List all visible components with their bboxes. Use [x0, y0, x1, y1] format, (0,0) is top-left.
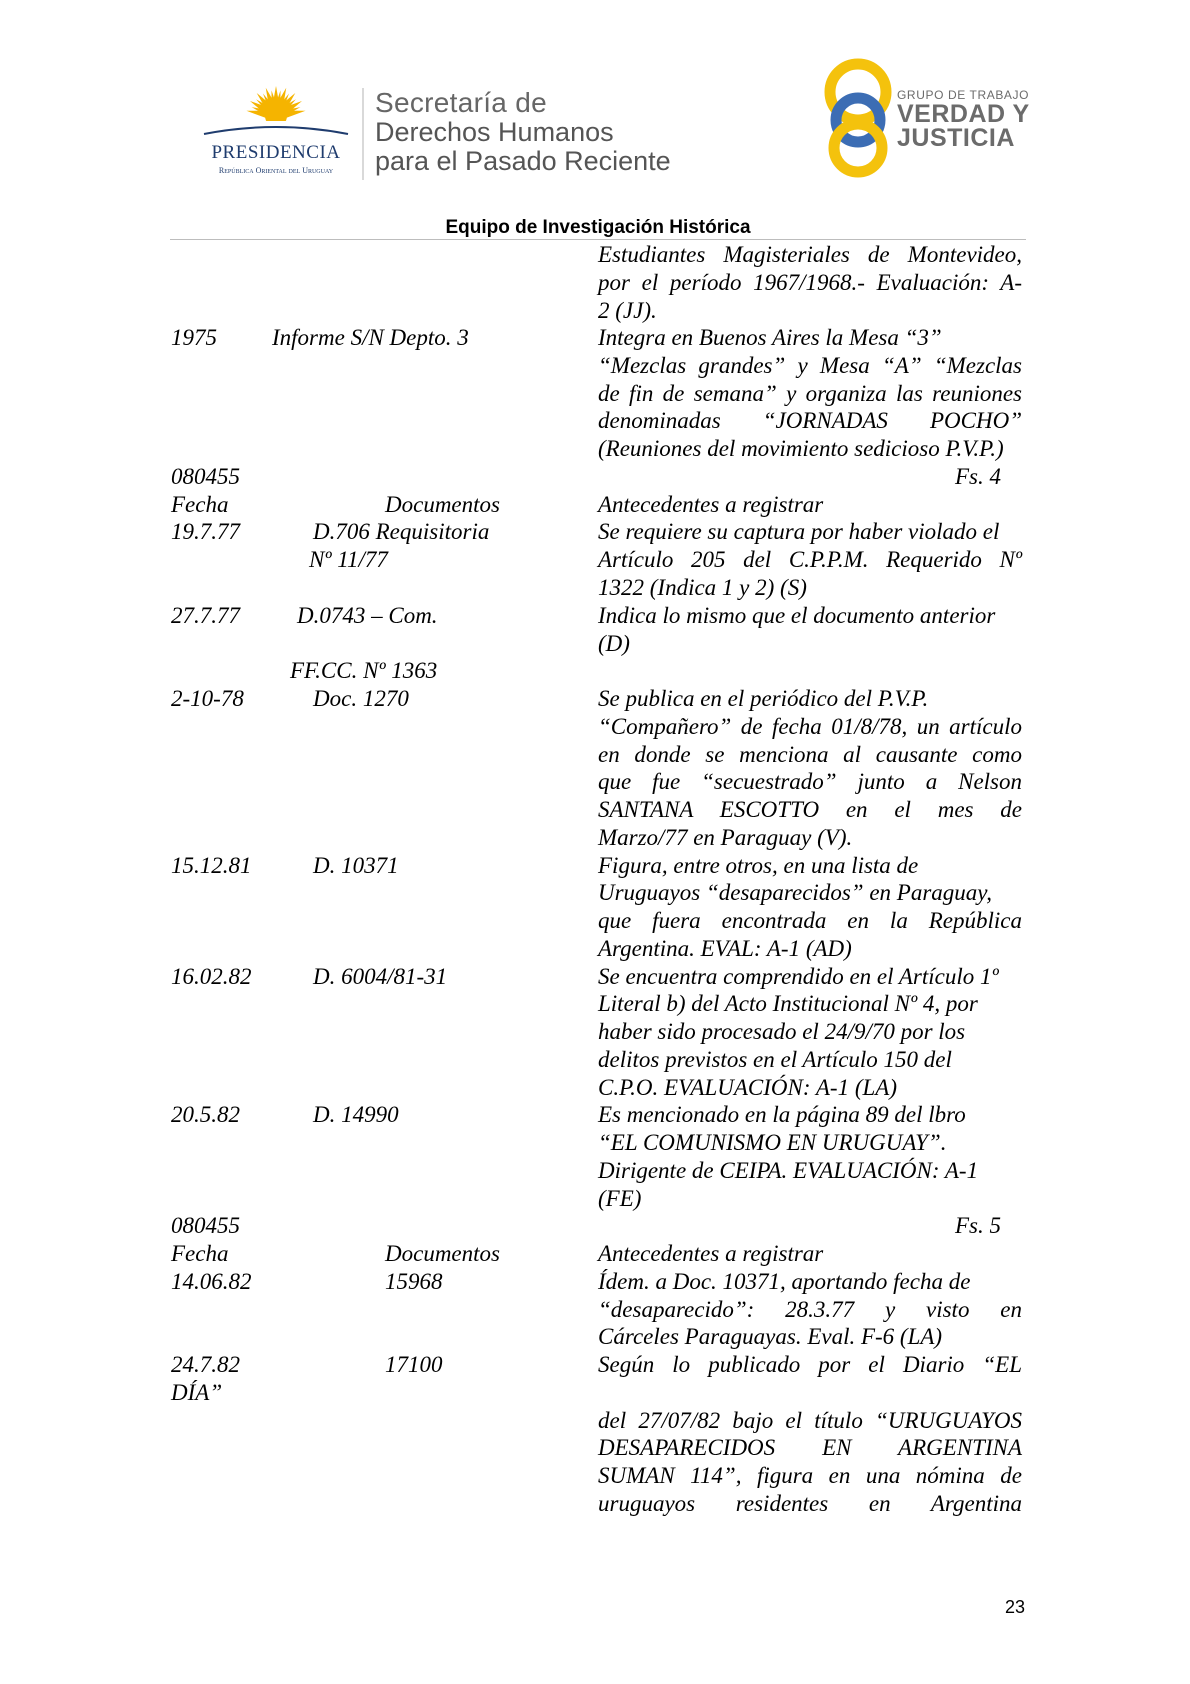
column-header-fecha: Fecha [171, 492, 229, 517]
presidencia-wordmark: PRESIDENCIA [211, 142, 341, 163]
text-line: Según lo publicado por el Diario “EL [598, 1352, 1022, 1377]
grupo-line-1: GRUPO DE TRABAJO [897, 88, 1030, 102]
entry-document: Doc. 1270 [313, 686, 409, 711]
text-line: Cárceles Paraguayas. Eval. F-6 (LA) [598, 1324, 943, 1349]
text-line: Dirigente de CEIPA. EVALUACIÓN: A-1 [598, 1158, 979, 1183]
text-line: denominadas “JORNADAS POCHO” [598, 408, 1022, 433]
text-line: Se requiere su captura por haber violado el [598, 519, 1000, 544]
text-line: Figura, entre otros, en una lista de [598, 853, 919, 878]
entry-document: D. 6004/81-31 [313, 964, 448, 989]
entry-document: 15968 [385, 1269, 443, 1294]
text-line: “EL COMUNISMO EN URUGUAY”. [598, 1130, 947, 1155]
text-line: “Mezclas grandes” y Mesa “A” “Mezclas [598, 353, 1022, 378]
column-header-fecha: Fecha [171, 1241, 229, 1266]
entry-date: 15.12.81 [171, 853, 252, 878]
text-line: que fue “secuestrado” junto a Nelson [598, 769, 1022, 794]
column-header-antecedentes: Antecedentes a registrar [598, 1241, 824, 1266]
text-line: haber sido procesado el 24/9/70 por los [598, 1019, 966, 1044]
text-line: “Compañero” de fecha 01/8/78, un artículo [598, 714, 1022, 739]
text-line: DESAPARECIDOS EN ARGENTINA [598, 1435, 1022, 1460]
text-line: C.P.O. EVALUACIÓN: A-1 (LA) [598, 1075, 897, 1100]
text-line: “desaparecido”: 28.3.77 y visto en [598, 1297, 1022, 1322]
text-line: (FE) [598, 1186, 642, 1211]
entry-document: Nº 11/77 [309, 547, 388, 572]
column-header-documentos: Documentos [385, 1241, 500, 1266]
text-line: del 27/07/82 bajo el título “URUGUAYOS [598, 1408, 1022, 1433]
entry-document: D. 10371 [313, 853, 399, 878]
entry-document: D. 14990 [313, 1102, 399, 1127]
text-line: DÍA” [171, 1380, 223, 1405]
entry-date: 2-10-78 [171, 686, 244, 711]
text-line: Ídem. a Doc. 10371, aportando fecha de [598, 1269, 971, 1294]
grupo-line-2: VERDAD Y [897, 100, 1030, 128]
text-line: Se publica en el periódico del P.V.P. [598, 686, 929, 711]
file-reference: 080455 [171, 1213, 240, 1238]
file-reference: 080455 [171, 464, 240, 489]
entry-document: D.0743 – Com. [297, 603, 438, 628]
text-line: en donde se menciona al causante como [598, 742, 1022, 767]
entry-date: 20.5.82 [171, 1102, 240, 1127]
entry-document: 17100 [385, 1352, 443, 1377]
page-number: 23 [1005, 1597, 1026, 1617]
text-line: (Reuniones del movimiento sedicioso P.V.P.) [598, 436, 1004, 461]
text-line: Estudiantes Magisteriales de Montevideo, [598, 242, 1022, 267]
text-line: (D) [598, 631, 630, 656]
folio-number: Fs. 5 [955, 1213, 1001, 1238]
org-line-2: Derechos Humanos [375, 117, 614, 147]
entry-document: Informe S/N Depto. 3 [272, 325, 469, 350]
column-header-antecedentes: Antecedentes a registrar [598, 492, 824, 517]
entry-date: 19.7.77 [171, 519, 240, 544]
text-line: Indica lo mismo que el documento anterior [598, 603, 996, 628]
text-line: Integra en Buenos Aires la Mesa “3” [598, 325, 942, 350]
entry-date: 27.7.77 [171, 603, 240, 628]
text-line: delitos previstos en el Artículo 150 del [598, 1047, 952, 1072]
column-header-documentos: Documentos [385, 492, 500, 517]
presidencia-logo [196, 80, 356, 180]
entry-document: D.706 Requisitoria [313, 519, 490, 544]
text-line: Literal b) del Acto Institucional Nº 4, por [598, 991, 978, 1016]
entry-date: 24.7.82 [171, 1352, 240, 1377]
text-line: 1322 (Indica 1 y 2) (S) [598, 575, 807, 600]
entry-date: 1975 [171, 325, 217, 350]
text-line: Es mencionado en la página 89 del lbro [598, 1102, 966, 1127]
text-line: uruguayos residentes en Argentina [598, 1491, 1022, 1516]
sun-icon [196, 80, 356, 180]
text-line: Argentina. EVAL: A-1 (AD) [598, 936, 852, 961]
section-title: Equipo de Investigación Histórica [445, 217, 751, 238]
text-line: Marzo/77 en Paraguay (V). [598, 825, 853, 850]
presidencia-subtext: República Oriental del Uruguay [218, 166, 334, 175]
text-line: 2 (JJ). [598, 298, 657, 323]
text-line: SUMAN 114”, figura en una nómina de [598, 1463, 1022, 1488]
org-line-3: para el Pasado Reciente [375, 146, 671, 176]
text-line: SANTANA ESCOTTO en el mes de [598, 797, 1022, 822]
text-line: Se encuentra comprendido en el Artículo 1º [598, 964, 999, 989]
entry-date: 16.02.82 [171, 964, 252, 989]
entry-document: FF.CC. Nº 1363 [290, 658, 438, 683]
text-line: que fuera encontrada en la República [598, 908, 1022, 933]
text-line: Artículo 205 del C.P.P.M. Requerido Nº [598, 547, 1022, 572]
text-line: por el período 1967/1968.- Evaluación: A- [598, 270, 1022, 295]
secretaria-title [375, 88, 671, 176]
grupo-line-3: JUSTICIA [897, 124, 1015, 152]
entry-date: 14.06.82 [171, 1269, 252, 1294]
text-line: de fin de semana” y organiza las reuniones [598, 381, 1022, 406]
grupo-title [897, 88, 1030, 150]
header-divider [362, 88, 364, 180]
text-line: Uruguayos “desaparecidos” en Paraguay, [598, 880, 992, 905]
header-rule [170, 239, 1026, 240]
folio-number: Fs. 4 [955, 464, 1001, 489]
org-line-1: Secretaría de [375, 87, 547, 118]
